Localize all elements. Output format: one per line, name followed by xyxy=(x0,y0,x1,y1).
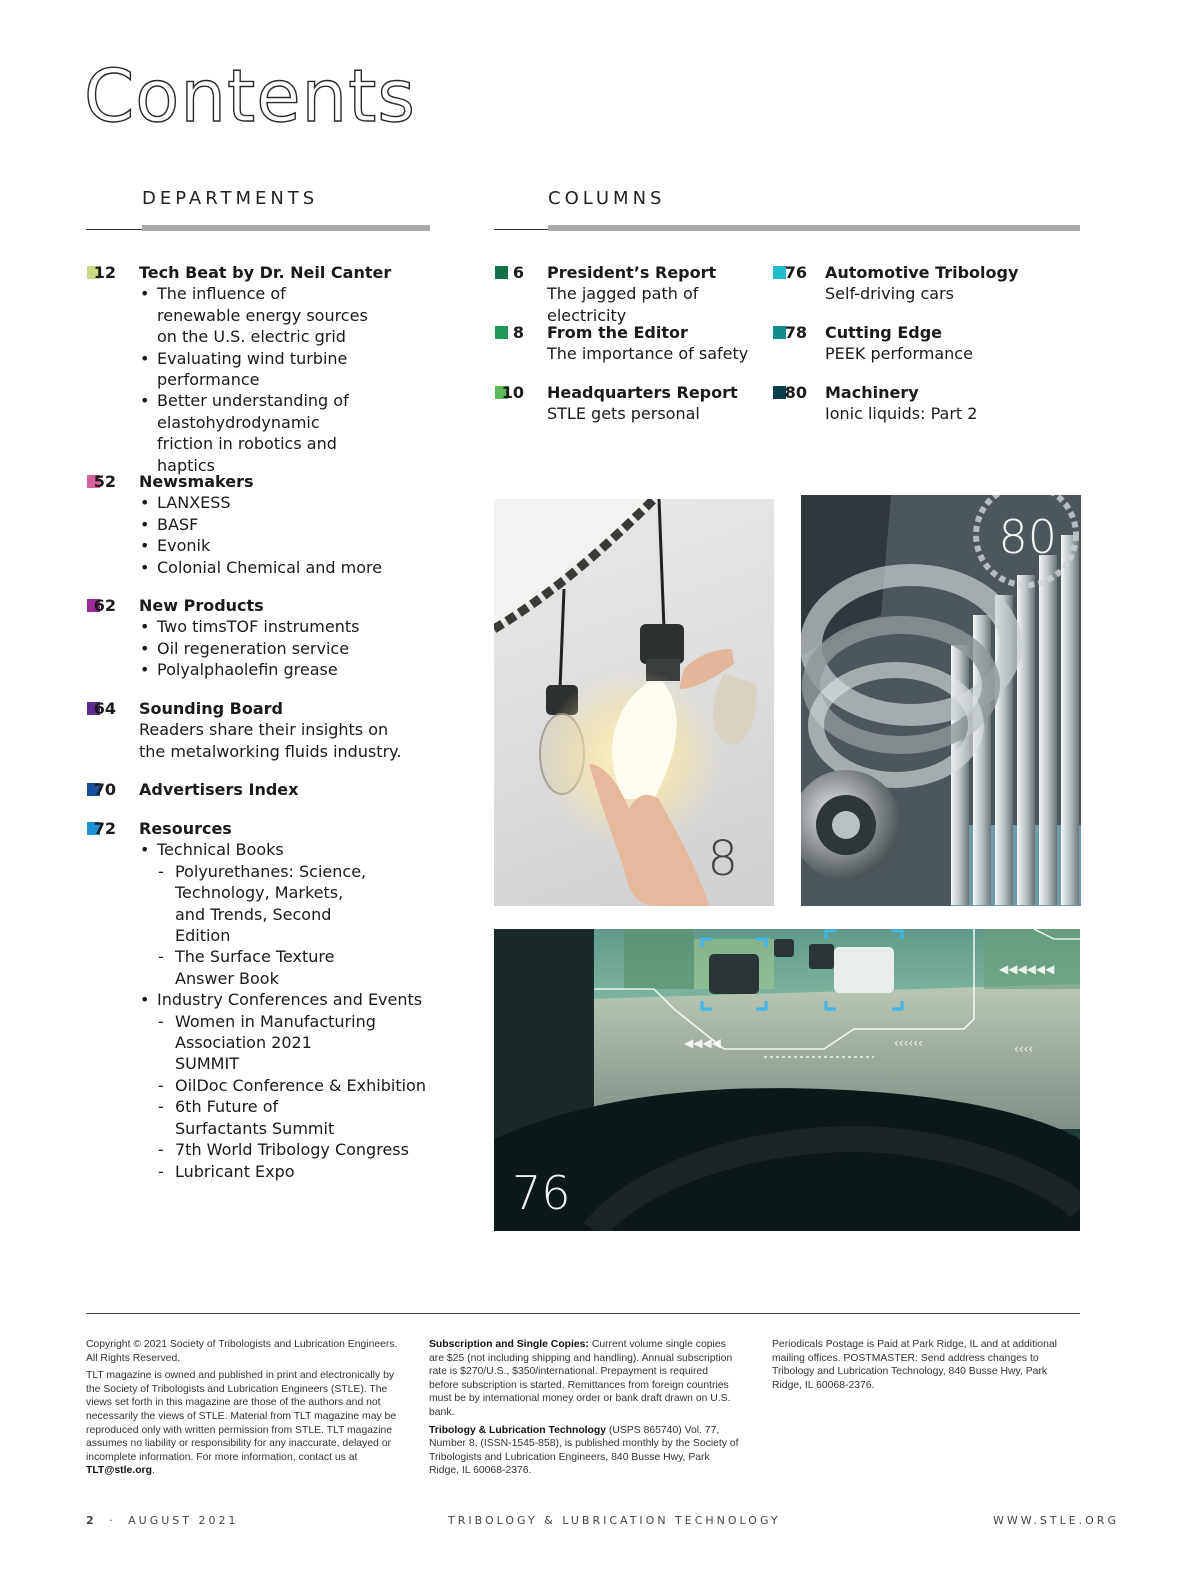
svg-text:‹‹‹‹: ‹‹‹‹ xyxy=(1014,1042,1034,1056)
bullet-item: • Better understanding of elastohydrodynamic friction in robotics and haptics xyxy=(139,390,379,476)
page-number: 6 xyxy=(512,263,524,282)
page-number: 62 xyxy=(93,596,116,615)
entry-title: From the Editor xyxy=(547,323,688,342)
entry-title: Cutting Edge xyxy=(825,323,943,342)
publication-name: TRIBOLOGY & LUBRICATION TECHNOLOGY xyxy=(448,1514,781,1527)
page-number: 64 xyxy=(93,699,116,718)
lightbulb-photo[interactable] xyxy=(494,499,774,906)
website-link[interactable]: WWW.STLE.ORG xyxy=(993,1514,1119,1527)
page-number: 10 xyxy=(501,383,524,402)
issue-date: AUGUST 2021 xyxy=(128,1514,239,1527)
sub-item: - The Surface Texture Answer Book xyxy=(139,946,349,989)
entry-title: New Products xyxy=(139,596,264,615)
lightbulb-illustration xyxy=(494,499,774,906)
svg-text:‹‹‹‹‹‹: ‹‹‹‹‹‹ xyxy=(894,1036,923,1050)
entry-subtitle: Self-driving cars xyxy=(825,284,954,304)
dept-entry-advertisers-index[interactable] xyxy=(86,779,426,800)
dept-entry-resources[interactable] xyxy=(86,818,426,1182)
postage-text: Periodicals Postage is Paid at Park Ridge, IL and at additional mailing offices. POSTMASTER: Send address changes to Tribology and Lubrication Technology, 840 Busse Hwy, Park Ridge, IL 60068-2376. xyxy=(772,1339,1057,1391)
column-entry-automotive-tribology[interactable] xyxy=(772,262,1072,305)
subscription-text: Subscription and Single Copies: Current volume single copies are $25 (not including shipping and handling). Annual subscription rate is $270/U.S., $350/international. Prepayment is required before subscription is started. Remittances from foreign countries must be by international money order or bank draft drawn on U.S. bank. xyxy=(429,1339,733,1418)
departments-heading: DEPARTMENTS xyxy=(142,188,319,209)
page-number: 72 xyxy=(93,819,116,838)
page-number: 70 xyxy=(93,780,116,799)
page-number: 52 xyxy=(93,472,116,491)
entry-description: Readers share their insights on the metalworking fluids industry. xyxy=(139,720,402,761)
sub-item: - Lubricant Expo xyxy=(139,1161,429,1182)
page-folio xyxy=(86,1514,239,1527)
copyright-text: Copyright © 2021 Society of Tribologists and Lubrication Engineers. All Rights Reserved. xyxy=(86,1339,398,1364)
column-entry-machinery[interactable] xyxy=(772,382,1072,425)
photo-page-number: 8 xyxy=(707,831,738,887)
bullet-item: • Evaluating wind turbine performance xyxy=(139,348,369,391)
columns-heading: COLUMNS xyxy=(548,188,666,209)
page-number: 78 xyxy=(784,323,807,342)
dept-entry-new-products[interactable] xyxy=(86,595,426,681)
self-driving-car-photo[interactable] xyxy=(494,929,1080,1231)
bullet-item: • Evonik xyxy=(139,535,426,556)
column-entry-from-the-editor[interactable] xyxy=(494,322,764,365)
page-number: 12 xyxy=(93,263,116,282)
departments-rule-bar xyxy=(142,225,430,231)
sub-item: - OilDoc Conference & Exhibition xyxy=(139,1075,429,1096)
sub-item: - 7th World Tribology Congress xyxy=(139,1139,429,1160)
photo-page-number: 76 xyxy=(512,1166,571,1220)
sub-item: - Polyurethanes: Science, Technology, Markets, and Trends, Second Edition xyxy=(139,861,369,947)
gears-illustration xyxy=(801,495,1081,906)
entry-title: Headquarters Report xyxy=(547,383,738,402)
bullet-item: • Two timsTOF instruments xyxy=(139,616,426,637)
entry-title: Tech Beat by Dr. Neil Canter xyxy=(139,263,392,282)
column-entry-cutting-edge[interactable] xyxy=(772,322,1072,365)
bullet-item: • Technical Books xyxy=(139,839,426,860)
bullet-item: • LANXESS xyxy=(139,492,426,513)
car-dashboard-illustration xyxy=(494,929,1080,1231)
sub-item: - Women in Manufacturing Association 2021 SUMMIT xyxy=(139,1011,379,1075)
entry-subtitle: PEEK performance xyxy=(825,344,973,364)
page-number: 8 xyxy=(512,323,524,342)
dept-entry-newsmakers[interactable] xyxy=(86,471,426,578)
bullet-item: • Colonial Chemical and more xyxy=(139,557,426,578)
column-entry-presidents-report[interactable] xyxy=(494,262,764,326)
column-entry-headquarters-report[interactable] xyxy=(494,382,764,425)
entry-subtitle: STLE gets personal xyxy=(547,404,700,424)
dept-entry-sounding-board[interactable] xyxy=(86,698,426,762)
footer-postage-column xyxy=(772,1338,1072,1396)
footer-rule xyxy=(86,1313,1080,1314)
footer-copyright-column xyxy=(86,1338,398,1482)
entry-title: Sounding Board xyxy=(139,699,283,718)
bullet-item: • Industry Conferences and Events xyxy=(139,989,426,1010)
entry-title: Resources xyxy=(139,819,232,838)
entry-subtitle: Ionic liquids: Part 2 xyxy=(825,404,978,424)
columns-rule-bar xyxy=(548,225,1080,231)
bullet-item: • BASF xyxy=(139,514,426,535)
dept-entry-tech-beat[interactable] xyxy=(86,262,426,476)
entry-subtitle: The importance of safety xyxy=(547,344,749,364)
bullet-item: • Oil regeneration service xyxy=(139,638,426,659)
machinery-photo[interactable] xyxy=(801,495,1081,906)
sub-item: - 6th Future of Surfactants Summit xyxy=(139,1096,369,1139)
entry-title: Automotive Tribology xyxy=(825,263,1019,282)
contact-email[interactable]: TLT@stle.org xyxy=(86,1465,152,1477)
page-number: 76 xyxy=(784,263,807,282)
publication-text: Tribology & Lubrication Technology (USPS 865740) Vol. 77, Number 8, (ISSN-1545-858), is published monthly by the Society of Tribologists and Lubrication Engineers, 840 Busse Hwy, Park Ridge, IL 60068-2376. xyxy=(429,1424,739,1477)
page-number: 2 xyxy=(86,1514,97,1527)
bullet-item: • The influence of renewable energy sources on the U.S. electric grid xyxy=(139,283,369,347)
footer-subscription-column xyxy=(429,1338,739,1482)
page-title: Contents xyxy=(84,54,416,138)
entry-title: Newsmakers xyxy=(139,472,254,491)
entry-title: Advertisers Index xyxy=(139,780,299,799)
page-number: 80 xyxy=(784,383,807,402)
bullet-item: • Polyalphaolefin grease xyxy=(139,659,426,680)
entry-subtitle: The jagged path of electricity xyxy=(547,284,699,325)
svg-text:◀◀◀◀: ◀◀◀◀ xyxy=(684,1036,721,1050)
photo-page-number: 80 xyxy=(998,510,1057,564)
separator-dot: · xyxy=(109,1514,116,1527)
svg-text:◀◀◀◀◀◀: ◀◀◀◀◀◀ xyxy=(999,962,1055,976)
ownership-text: TLT magazine is owned and published in print and electronically by the Society of Tribologists and Lubrication Engineers (STLE). The views set forth in this magazine are those of the authors and not necessarily the views of STLE. Material from TLT magazine may be reproduced only with written permission from STLE. TLT magazine assumes no liability or responsibility for any inaccurate, delayed or incomplete information. For more information, contact us at TLT@stle.org. xyxy=(86,1370,397,1477)
entry-title: President’s Report xyxy=(547,263,717,282)
entry-title: Machinery xyxy=(825,383,919,402)
